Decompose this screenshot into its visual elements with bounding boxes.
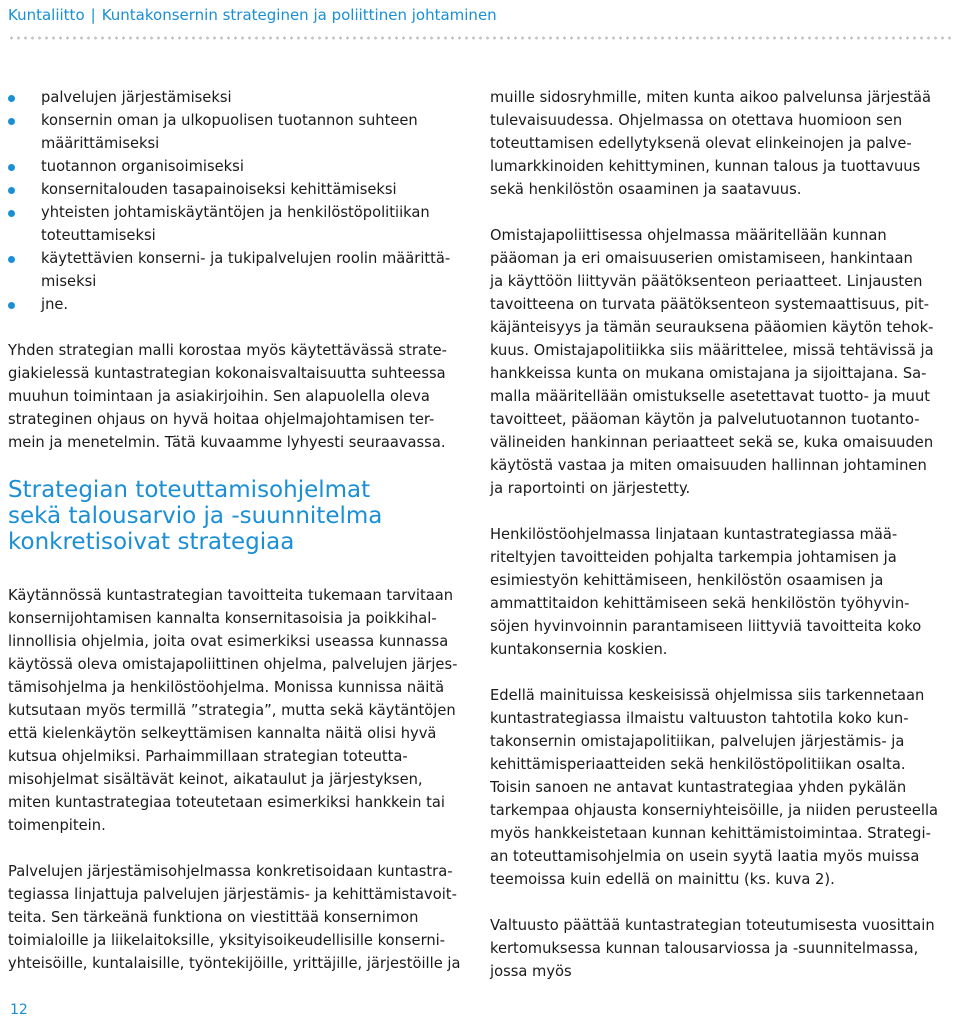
dotted-divider bbox=[8, 36, 952, 40]
bullet-item bbox=[8, 86, 470, 109]
body-paragraph: muille sidosryhmille, miten kunta aikoo palvelunsa järjestää tulevaisuudessa. Ohjelmassa on otettava huomioon sen toteuttamisen edellytyksenä olevat elinkeinojen ja palve- lumarkkinoiden kehittyminen, kunnan talous ja tuottavuus sekä henkilöstön osaaminen ja saatavuus. bbox=[490, 89, 931, 198]
running-header bbox=[8, 6, 497, 24]
left-column bbox=[8, 86, 470, 998]
bullet-dot-icon bbox=[8, 164, 15, 171]
page-number: 12 bbox=[10, 1002, 28, 1018]
body-paragraph: Palvelujen järjestämisohjelmassa konkretisoidaan kuntastra- tegiassa linjattuja palvelujen järjestämis- ja kehittämistavoit- teita. Sen tärkeänä funktiona on viestittää konsernimon toimialoille ja liikelaitoksille, yksityisoikeudellisille konserni- yhteisöille, kuntalaisille, työntekijöille, yrittäjille, järjestöille ja bbox=[8, 863, 461, 972]
bullet-item bbox=[8, 201, 470, 247]
bullet-dot-icon bbox=[8, 256, 15, 263]
header-title: Kuntakonsernin strateginen ja poliittinen johtaminen bbox=[101, 6, 497, 24]
bullet-text: konsernin oman ja ulkopuolisen tuotannon suhteen määrittämiseksi bbox=[41, 112, 418, 152]
bullet-item bbox=[8, 293, 470, 316]
body-paragraph: Käytännössä kuntastrategian tavoitteita tukemaan tarvitaan konsernijohtamisen kannalta konsernitasoisia ja poikkihal- linnollisia ohjelmia, joita ovat esimerkiksi useassa kunnassa käytössä oleva omistajapoliittinen ohjelma, palvelujen järjes- tämisohjelma ja henkilöstöohjelma. Monissa kunnissa näitä kutsutaan myös termillä ”strategia”, mutta sekä käytäntöjen että kielenkäytön selkeyttämisen kannalta näitä olisi hyvä kutsua ohjelmiksi. Parhaimmillaan strategian toteutta- misohjelmat sisältävät keinot, aikataulut ja järjestyksen, miten kuntastrategiaa toteutetaan esimerkiksi hankkein tai toimenpitein. bbox=[8, 587, 458, 834]
bullet-dot-icon bbox=[8, 187, 15, 194]
body-paragraph: Omistajapoliittisessa ohjelmassa määritellään kunnan pääoman ja eri omaisuuserien omistamiseen, hankintaan ja käyttöön liittyvän päätöksenteon periaatteet. Linjausten tavoitteena on turvata päätöksenteon systemaattisuus, pit- käjänteisyys ja tämän seurauksena pääomien käytön tehok- kuus. Omistajapolitiikka siis määrittelee, missä tehtävissä ja hankkeissa kunta on mukana omistajana ja sijoittajana. Sa- malla määritellään omistukselle asetettavat tuotto- ja muut tavoitteet, pääoman käytön ja palvelutuotannon tuotanto- välineiden hankinnan periaatteet sekä se, kuka omaisuuden käytöstä vastaa ja miten omaisuuden hallinnan johtaminen ja raportointi on järjestetty. bbox=[490, 227, 934, 497]
body-paragraph: Edellä mainituissa keskeisissä ohjelmissa siis tarkennetaan kuntastrategiassa ilmaistu valtuuston tahtotila koko kun- takonsernin omistajapolitiikan, palvelujen järjestämis- ja kehittämisperiaatteiden sekä henkilöstöpolitiikan osalta. Toisin sanoen ne antavat kuntastrategiaa yhden pykälän tarkempaa ohjausta konserniyhteisöille, ja niiden perusteella myös hankkeistetaan kunnan kehittämistoimintaa. Strategi- an toteuttamisohjelmia on usein syytä laatia myös muissa teemoissa kuin edellä on mainittu (ks. kuva 2). bbox=[490, 687, 939, 888]
bullet-text: palvelujen järjestämiseksi bbox=[41, 89, 232, 106]
bullet-item bbox=[8, 247, 470, 293]
bullet-item bbox=[8, 178, 470, 201]
header-publisher: Kuntaliitto bbox=[8, 6, 85, 24]
bullet-text: konsernitalouden tasapainoiseksi kehittämiseksi bbox=[41, 181, 397, 198]
bullet-list bbox=[8, 86, 470, 316]
bullet-text: yhteisten johtamiskäytäntöjen ja henkilöstöpolitiikan toteuttamiseksi bbox=[41, 204, 430, 244]
bullet-text: jne. bbox=[41, 296, 69, 313]
section-heading: Strategian toteuttamisohjelmat sekä talousarvio ja -suunnitelma konkretisoivat strategiaa bbox=[8, 477, 383, 555]
bullet-text: tuotannon organisoimiseksi bbox=[41, 158, 244, 175]
bullet-dot-icon bbox=[8, 210, 15, 217]
bullet-item bbox=[8, 109, 470, 155]
bullet-dot-icon bbox=[8, 302, 15, 309]
body-paragraph: Valtuusto päättää kuntastrategian toteutumisesta vuosittain kertomuksessa kunnan talousarviossa ja -suunnitelmassa, jossa myös bbox=[490, 917, 935, 980]
bullet-dot-icon bbox=[8, 118, 15, 125]
right-column bbox=[490, 86, 952, 1006]
bullet-text: käytettävien konserni- ja tukipalvelujen roolin määrittä- miseksi bbox=[41, 250, 451, 290]
header-separator: | bbox=[90, 6, 96, 24]
body-paragraph: Henkilöstöohjelmassa linjataan kuntastrategiassa mää- riteltyjen tavoitteiden pohjalta tarkempia johtamisen ja esimiestyön kehittämiseen, henkilöstön osaamisen ja ammattitaidon kehittämiseen sekä henkilöstön työhyvin- söjen hyvinvoinnin parantamiseen liittyviä tavoitteita koko kuntakonsernia koskien. bbox=[490, 526, 922, 658]
bullet-item bbox=[8, 155, 470, 178]
body-paragraph: Yhden strategian malli korostaa myös käytettävässä strate- giakielessä kuntastrategian kokonaisvaltaisuutta suhteessa muuhun toimintaan ja asiakirjoihin. Sen alapuolella oleva strateginen ohjaus on hyvä hoitaa ohjelmajohtamisen ter- mein ja menetelmin. Tätä kuvaamme lyhyesti seuraavassa. bbox=[8, 342, 447, 451]
bullet-dot-icon bbox=[8, 95, 15, 102]
